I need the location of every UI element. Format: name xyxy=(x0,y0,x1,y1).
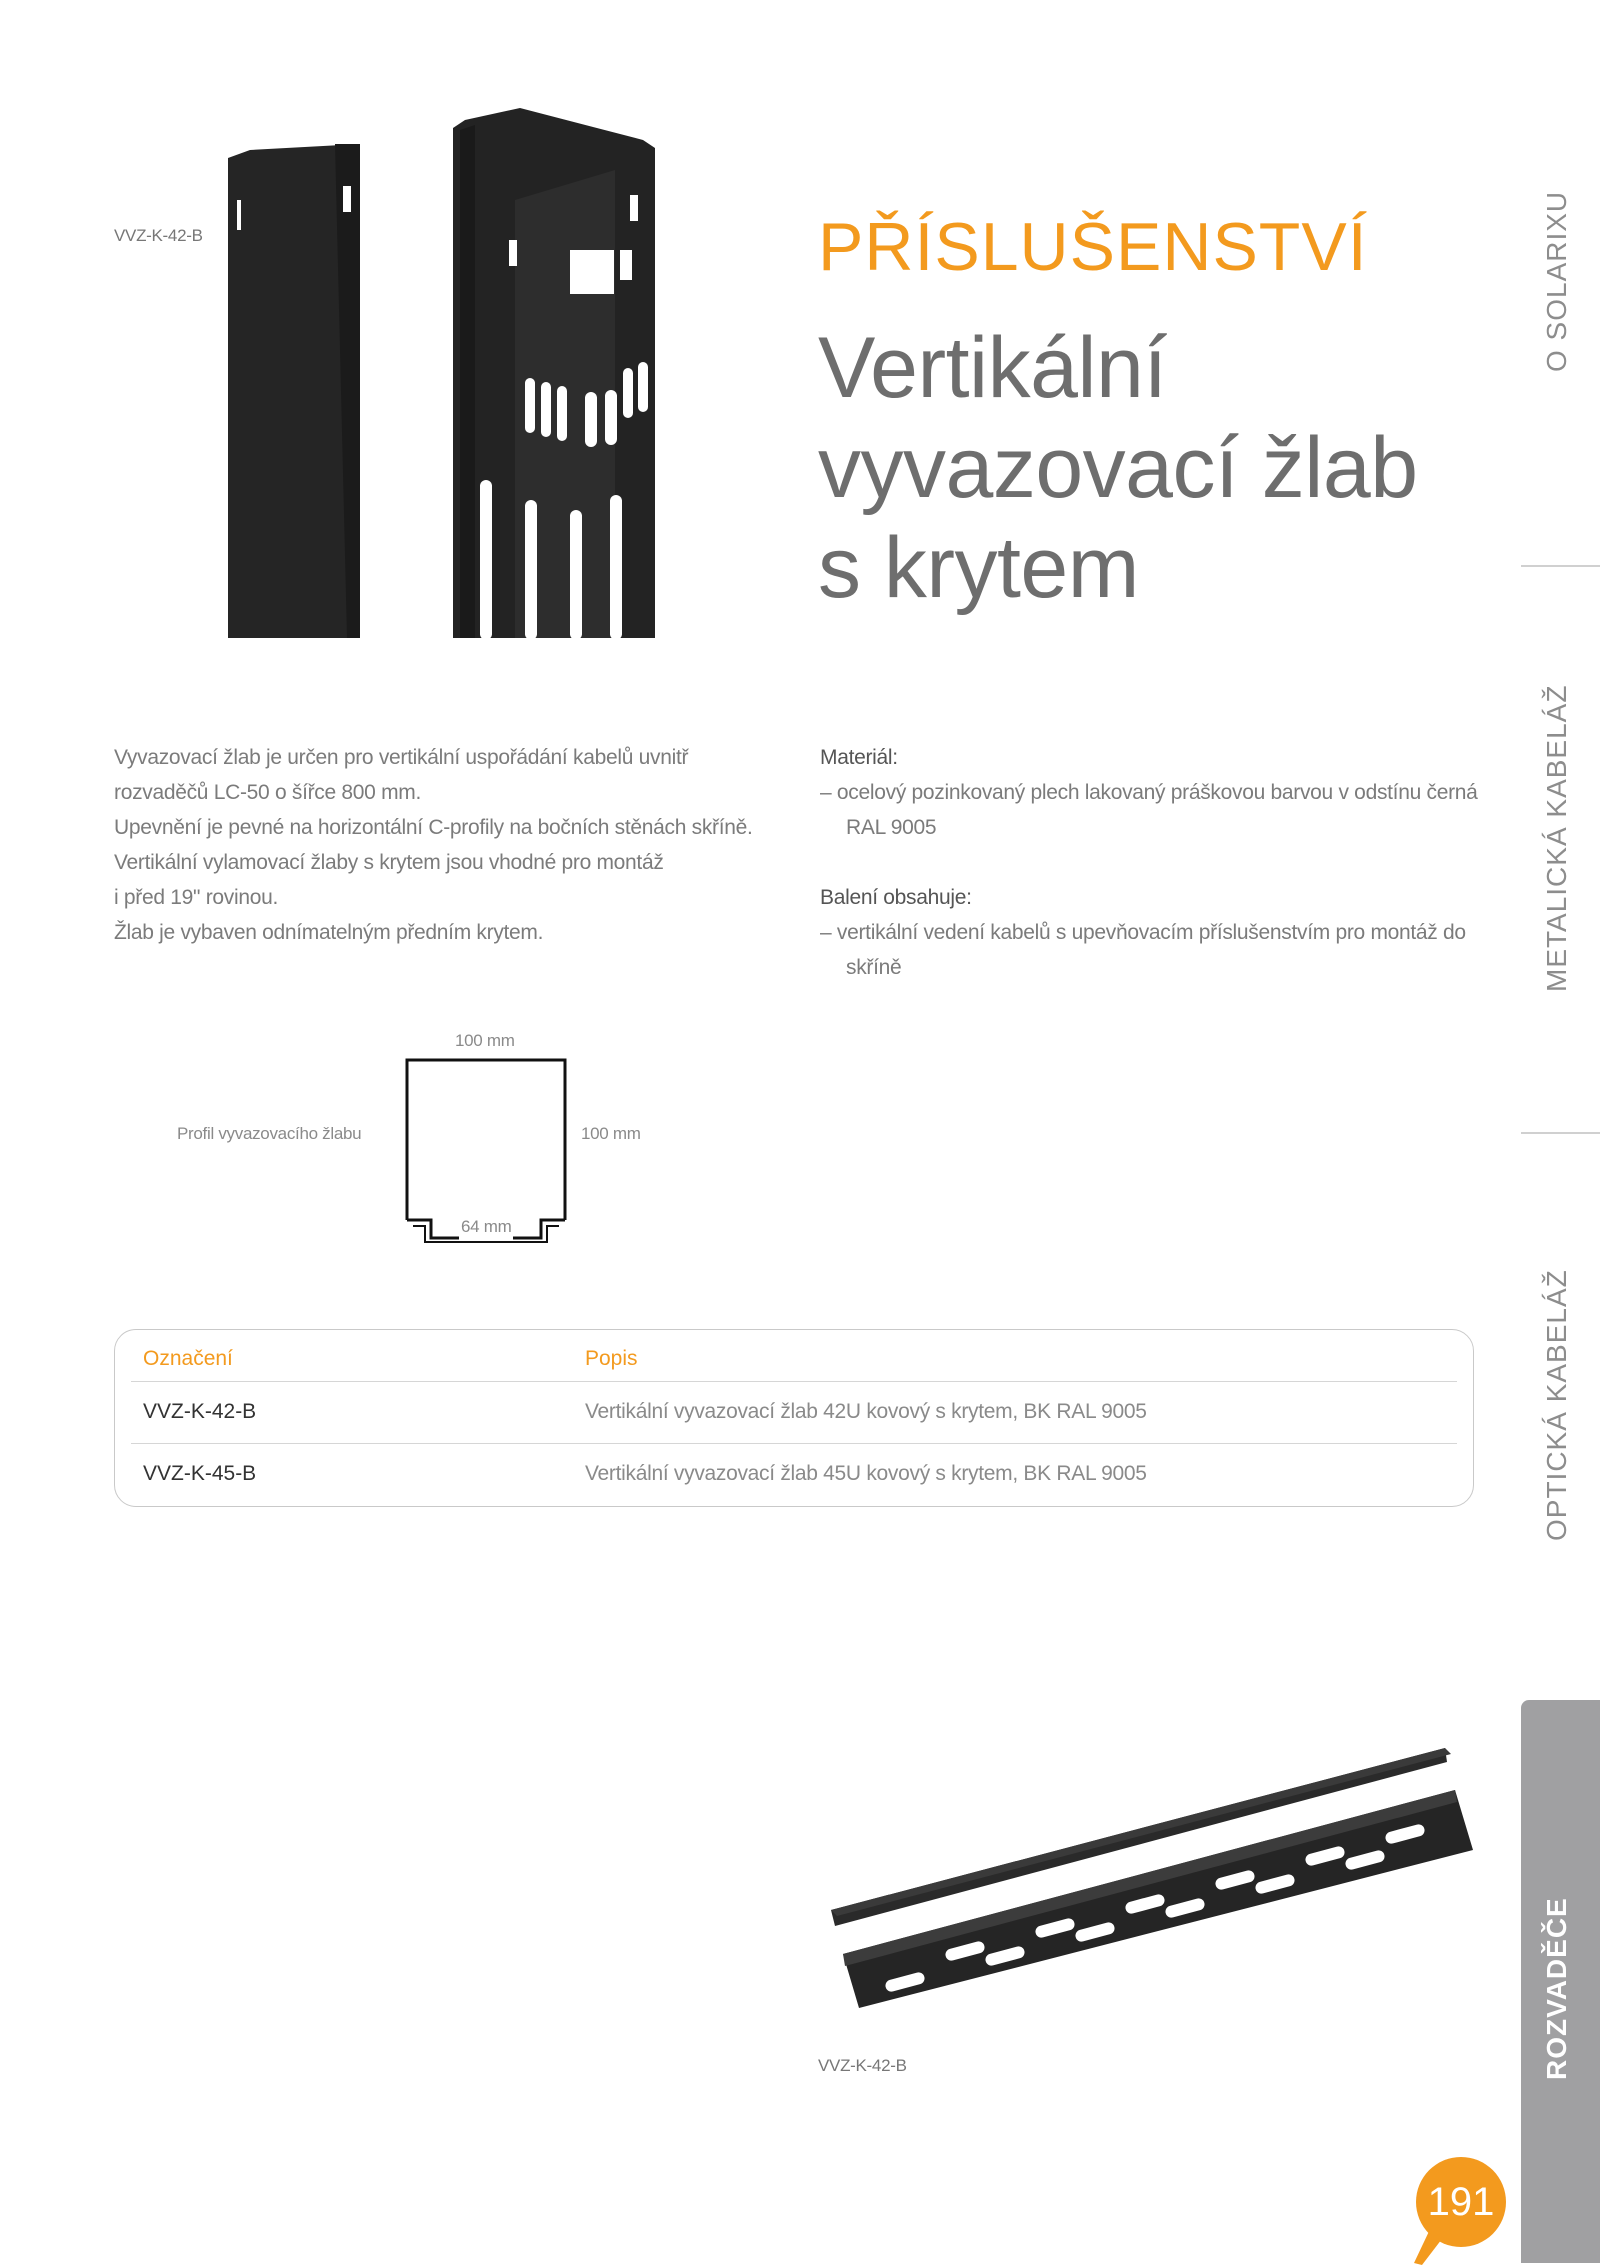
profile-width-bottom: 64 mm xyxy=(461,1217,512,1236)
product-title xyxy=(818,318,1458,618)
product-table xyxy=(114,1329,1474,1507)
product-description xyxy=(114,740,814,950)
description-line: Vyvazovací žlab je určen pro vertikální uspořádání kabelů uvnitř xyxy=(114,746,689,769)
description-line: Upevnění je pevné na horizontální C-profily na bočních stěnách skříně. xyxy=(114,816,753,839)
description-line: Žlab je vybaven odnímatelným předním krytem. xyxy=(114,921,544,944)
table-header-desc: Popis xyxy=(585,1347,638,1370)
category-heading: PŘÍSLUŠENSTVÍ xyxy=(818,209,1368,285)
table-header-code: Označení xyxy=(143,1347,233,1370)
product-specs xyxy=(820,740,1480,985)
package-label: Balení obsahuje: xyxy=(820,886,972,909)
table-cell-code: VVZ-K-42-B xyxy=(143,1400,257,1423)
description-line: rozvaděčů LC-50 o šířce 800 mm. xyxy=(114,781,422,804)
sidebar-tab-o-solarixu[interactable]: O SOLARIXU xyxy=(1541,190,1572,372)
description-line: i před 19" rovinou. xyxy=(114,886,279,909)
profile-width-top: 100 mm xyxy=(455,1031,515,1050)
profile-height-right: 100 mm xyxy=(581,1124,641,1143)
sidebar-tab-opticka-kabelaz[interactable]: OPTICKÁ KABELÁŽ xyxy=(1541,1269,1572,1541)
sidebar-tab-metalicka-kabelaz[interactable]: METALICKÁ KABELÁŽ xyxy=(1541,684,1572,992)
product-title-line: vyvazovací žlab xyxy=(818,420,1418,516)
product-caption-bottom: VVZ-K-42-B xyxy=(818,2056,907,2075)
product-title-line: s krytem xyxy=(818,520,1139,616)
table-cell-desc: Vertikální vyvazovací žlab 42U kovový s krytem, BK RAL 9005 xyxy=(585,1400,1147,1423)
page-number: 191 xyxy=(1416,2157,1506,2247)
table-row xyxy=(131,1381,1457,1444)
package-item: – vertikální vedení kabelů s upevňovacím příslušenstvím pro montáž do skříně xyxy=(820,921,1466,979)
description-line: Vertikální vylamovací žlaby s krytem jsou vhodné pro montáž xyxy=(114,851,664,874)
profile-label: Profil vyvazovacího žlabu xyxy=(177,1124,362,1143)
cable-duct-vertical-image xyxy=(225,100,665,640)
cable-duct-horizontal-image xyxy=(825,1740,1475,2015)
sidebar-tab-rozvadece[interactable]: ROZVADĚČE xyxy=(1541,1897,1572,2080)
sidebar-divider xyxy=(1521,1132,1600,1134)
product-title-line: Vertikální xyxy=(818,320,1167,416)
material-label: Materiál: xyxy=(820,746,898,769)
table-cell-code: VVZ-K-45-B xyxy=(143,1462,257,1485)
profile-diagram xyxy=(405,1058,571,1244)
sidebar-divider xyxy=(1521,565,1600,567)
table-cell-desc: Vertikální vyvazovací žlab 45U kovový s krytem, BK RAL 9005 xyxy=(585,1462,1147,1485)
material-item: – ocelový pozinkovaný plech lakovaný práškovou barvou v odstínu černá RAL 9005 xyxy=(820,781,1478,839)
product-caption-top: VVZ-K-42-B xyxy=(114,226,203,245)
table-row xyxy=(131,1443,1457,1506)
